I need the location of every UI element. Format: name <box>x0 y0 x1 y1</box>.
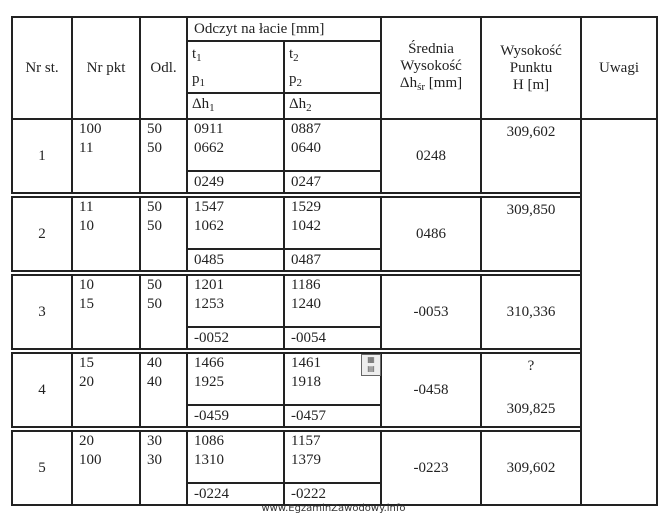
point-numbers: 10 15 <box>72 275 140 349</box>
distances: 50 50 <box>140 275 187 349</box>
height-cell: 309,602 <box>481 119 581 193</box>
station-number: 3 <box>12 275 72 349</box>
diff-1: -0459 <box>187 405 284 427</box>
header-t2-p2: $t_2$ $p_2$ <box>284 41 381 93</box>
average-diff: -0458 <box>381 353 481 427</box>
average-diff: -0223 <box>381 431 481 505</box>
header-t1-p1: $t_1$ $p_1$ <box>187 41 284 93</box>
diff-2: 0487 <box>284 249 381 271</box>
readings-1: 1086 1310 <box>187 431 284 483</box>
height-cell: 310,336 <box>481 275 581 349</box>
station-number: 2 <box>12 197 72 271</box>
diff-1: -0224 <box>187 483 284 505</box>
station-number: 5 <box>12 431 72 505</box>
diff-2: 0247 <box>284 171 381 193</box>
readings-1: 1466 1925 <box>187 353 284 405</box>
diff-2: -0457 <box>284 405 381 427</box>
readings-2: 1186 1240 <box>284 275 381 327</box>
point-numbers: 15 20 <box>72 353 140 427</box>
readings-2: 0887 0640 <box>284 119 381 171</box>
distances: 50 50 <box>140 119 187 193</box>
header-wysokosc: Wysokość Punktu H [m] <box>481 17 581 119</box>
header-odl: Odl. <box>140 17 187 119</box>
station-number: 4 <box>12 353 72 427</box>
footer-watermark: www.EgzaminZawodowy.info <box>261 503 406 514</box>
readings-1: 1201 1253 <box>187 275 284 327</box>
distances: 30 30 <box>140 431 187 505</box>
height-cell: 309,850 <box>481 197 581 271</box>
readings-2: 1157 1379 <box>284 431 381 483</box>
header-odczyt: Odczyt na łacie [mm] <box>187 17 381 41</box>
leveling-table-sheet <box>11 16 656 501</box>
header-nr-st: Nr st. <box>12 17 72 119</box>
diff-1: 0249 <box>187 171 284 193</box>
header-dh1: $\Delta h_1$ <box>187 93 284 119</box>
diff-1: -0052 <box>187 327 284 349</box>
height-cell: ? 309,825 <box>481 353 581 427</box>
table-row <box>12 197 657 249</box>
diff-1: 0485 <box>187 249 284 271</box>
point-numbers: 11 10 <box>72 197 140 271</box>
readings-1: 1547 1062 <box>187 197 284 249</box>
remarks-cell <box>581 119 657 505</box>
header-dh2: $\Delta h_2$ <box>284 93 381 119</box>
header-uwagi: Uwagi <box>581 17 657 119</box>
table-row <box>12 353 657 405</box>
readings-2: 1461 1918 <box>284 353 381 405</box>
height-cell: 309,602 <box>481 431 581 505</box>
station-number: 1 <box>12 119 72 193</box>
diff-2: -0222 <box>284 483 381 505</box>
header-nr-pkt: Nr pkt <box>72 17 140 119</box>
stamp-icon: ▦ ▤ <box>361 354 381 376</box>
readings-1: 0911 0662 <box>187 119 284 171</box>
table-row <box>12 275 657 327</box>
average-diff: -0053 <box>381 275 481 349</box>
table-row <box>12 431 657 483</box>
leveling-table <box>11 16 658 506</box>
distances: 40 40 <box>140 353 187 427</box>
point-numbers: 100 11 <box>72 119 140 193</box>
average-diff: 0248 <box>381 119 481 193</box>
diff-2: -0054 <box>284 327 381 349</box>
average-diff: 0486 <box>381 197 481 271</box>
distances: 50 50 <box>140 197 187 271</box>
point-numbers: 20 100 <box>72 431 140 505</box>
readings-2: 1529 1042 <box>284 197 381 249</box>
header-srednia: Średnia Wysokość $\Delta h_{śr}$ [mm] <box>381 17 481 119</box>
table-row <box>12 119 657 171</box>
